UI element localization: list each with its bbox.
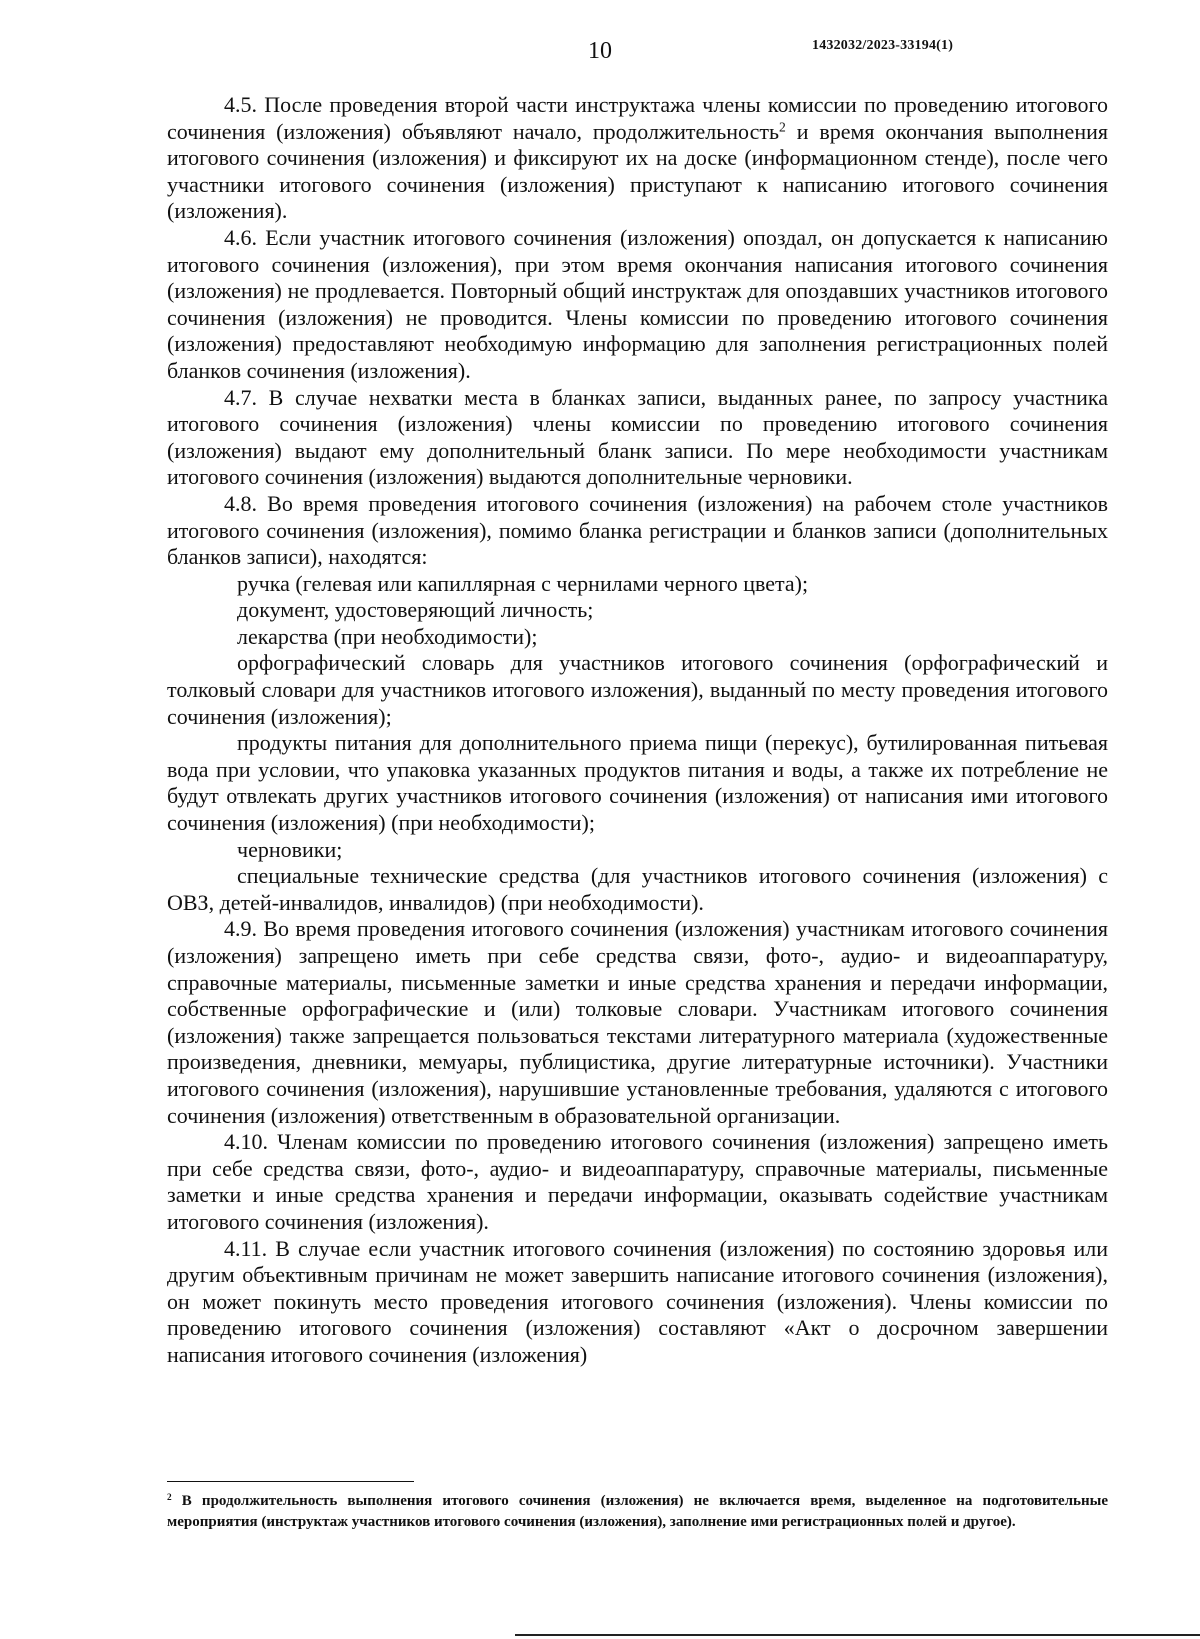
footnote-divider	[167, 1481, 414, 1482]
list-item: ручка (гелевая или капиллярная с чернилами черного цвета);	[237, 570, 809, 596]
page-number: 10	[588, 38, 612, 64]
list-item: специальные технические средства (для участников итогового сочинения (изложения) с ОВЗ, детей-инвалидов, инвалидов) (при необходимости).	[167, 863, 1108, 915]
paragraph-4-5	[167, 92, 1108, 225]
list-item: орфографический словарь для участников итогового сочинения (орфографический и толковый словари для участников итогового изложения), выданный по месту проведения итогового сочинения (изложения);	[167, 650, 1108, 729]
footnote-mark: 2	[167, 1492, 172, 1503]
footnote-reference: 2	[779, 119, 786, 135]
list-item: документ, удостоверяющий личность;	[237, 597, 594, 623]
list-item: черновики;	[237, 836, 343, 862]
paragraph-4-8: 4.8. Во время проведения итогового сочинения (изложения) на рабочем столе участников итогового сочинения (изложения), помимо бланка регистрации и бланков записи (дополнительных бланков записи), находятся:	[167, 490, 1108, 570]
footnote-text: В продолжительность выполнения итогового сочинения (изложения) не включается время, выделенное на подготовительные мероприятия (инструктаж участников итогового сочинения (изложения), заполнение ими регистрационных полей и другое).	[167, 1493, 1108, 1530]
paragraph-4-6: 4.6. Если участник итогового сочинения (изложения) опоздал, он допускается к написанию итогового сочинения (изложения), при этом время окончания написания итогового сочинения (изложения) не продлевается. Повторный общий инструктаж для опоздавших участников итогового сочинения (изложения) не проводится. Члены комиссии по проведению итогового сочинения (изложения) предоставляют необходимую информацию для заполнения регистрационных полей бланков сочинения (изложения).	[167, 224, 1108, 383]
paragraph-4-9: 4.9. Во время проведения итогового сочинения (изложения) участникам итогового сочинения (изложения) запрещено иметь при себе средства связи, фото-, аудио- и видеоаппаратуру, справочные материалы, письменные заметки и иные средства хранения и передачи информации, собственные орфографические и (или) толковые словари. Участникам итогового сочинения (изложения) также запрещается пользоваться текстами литературного материала (художественные произведения, дневники, мемуары, публицистика, другие литературные источники). Участники итогового сочинения (изложения), нарушившие установленные требования, удаляются с итогового сочинения (изложения) ответственным в образовательной организации.	[167, 916, 1108, 1128]
paragraph-4-5-text-cont: и время окончания выполнения итогового сочинения (изложения) и фиксируют их на доске (информационном стенде), после чего участники итогового сочинения (изложения) приступают к написанию итогового сочинения (изложения).	[167, 118, 1108, 224]
scan-edge-line	[515, 1634, 1200, 1636]
paragraph-4-5-text: 4.5. После проведения второй части инструктажа члены комиссии по проведению итогового сочинения (изложения) объявляют начало, продолжительность	[167, 92, 1108, 144]
paragraph-4-11: 4.11. В случае если участник итогового сочинения (изложения) по состоянию здоровья или другим объективным причинам не может завершить написание итогового сочинения (изложения), он может покинуть место проведения итогового сочинения (изложения). Члены комиссии по проведению итогового сочинения (изложения) составляют «Акт о досрочном завершении написания итогового сочинения (изложения)	[167, 1235, 1108, 1367]
list-item: лекарства (при необходимости);	[237, 623, 538, 649]
footnote	[167, 1491, 1108, 1532]
paragraph-4-7: 4.7. В случае нехватки места в бланках записи, выданных ранее, по запросу участника итогового сочинения (изложения) члены комиссии по проведению итогового сочинения (изложения) выдают ему дополнительный бланк записи. По мере необходимости участникам итогового сочинения (изложения) выдаются дополнительные черновики.	[167, 384, 1108, 490]
document-id: 1432032/2023-33194(1)	[812, 38, 954, 53]
paragraph-4-10: 4.10. Членам комиссии по проведению итогового сочинения (изложения) запрещено иметь при себе средства связи, фото-, аудио- и видеоаппаратуру, справочные материалы, письменные заметки и иные средства хранения и передачи информации, оказывать содействие участникам итогового сочинения (изложения).	[167, 1129, 1108, 1234]
document-body	[167, 92, 1108, 1369]
list-item: продукты питания для дополнительного приема пищи (перекус), бутилированная питьевая вода при условии, что упаковка указанных продуктов питания и воды, а также их потребление не будут отвлекать других участников итогового сочинения (изложения) от написания ими итогового сочинения (изложения) (при необходимости);	[167, 730, 1108, 836]
